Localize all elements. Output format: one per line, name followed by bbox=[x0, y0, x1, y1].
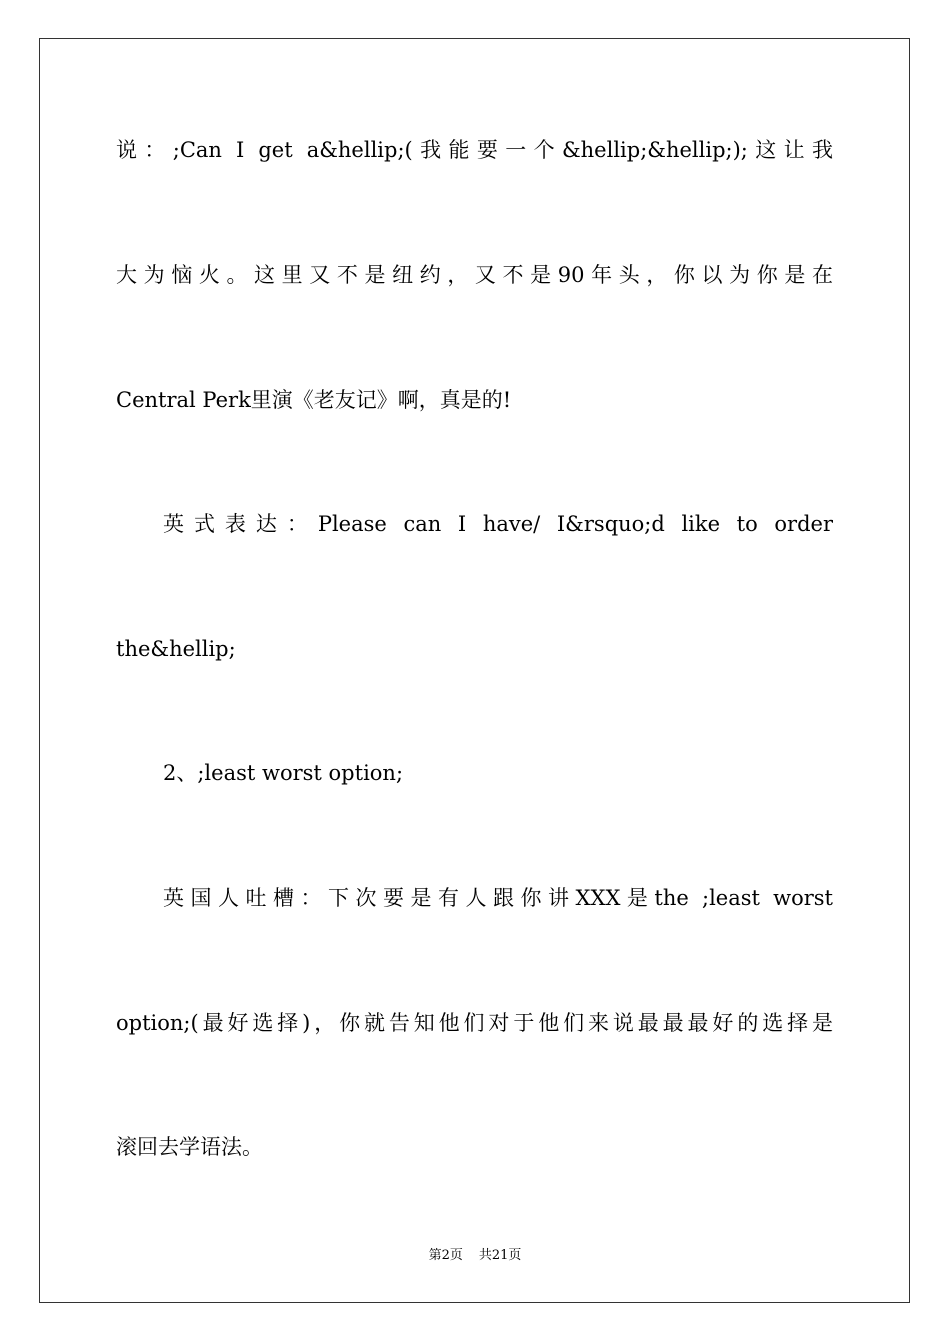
body-text-line-7: 英国人吐槽：下次要是有人跟你讲XXX是the ;least worst bbox=[163, 886, 833, 910]
page-number: 第2页 bbox=[428, 1248, 463, 1263]
body-text-line-2: 大为恼火。这里又不是纽约，又不是90年头，你以为你是在 bbox=[116, 263, 833, 287]
section-heading-2: 2、;least worst option; bbox=[163, 761, 404, 785]
body-text-line-3: Central Perk里演《老友记》啊，真是的! bbox=[116, 388, 512, 412]
body-text-line-1: 说：;Can I get a&hellip;(我能要一个&hellip;&hellip;);这让我 bbox=[116, 138, 833, 162]
page-total: 共21页 bbox=[478, 1248, 522, 1263]
body-text-line-9: 滚回去学语法。 bbox=[116, 1135, 263, 1159]
body-text-line-4: 英式表达：Please can I have/ I&rsquo;d like to order bbox=[163, 512, 833, 536]
page-border bbox=[39, 38, 910, 1303]
page-footer bbox=[0, 1247, 950, 1265]
body-text-line-5: the&hellip; bbox=[116, 637, 236, 661]
body-text-line-8: option;(最好选择)，你就告知他们对于他们来说最最最好的选择是 bbox=[116, 1011, 833, 1035]
